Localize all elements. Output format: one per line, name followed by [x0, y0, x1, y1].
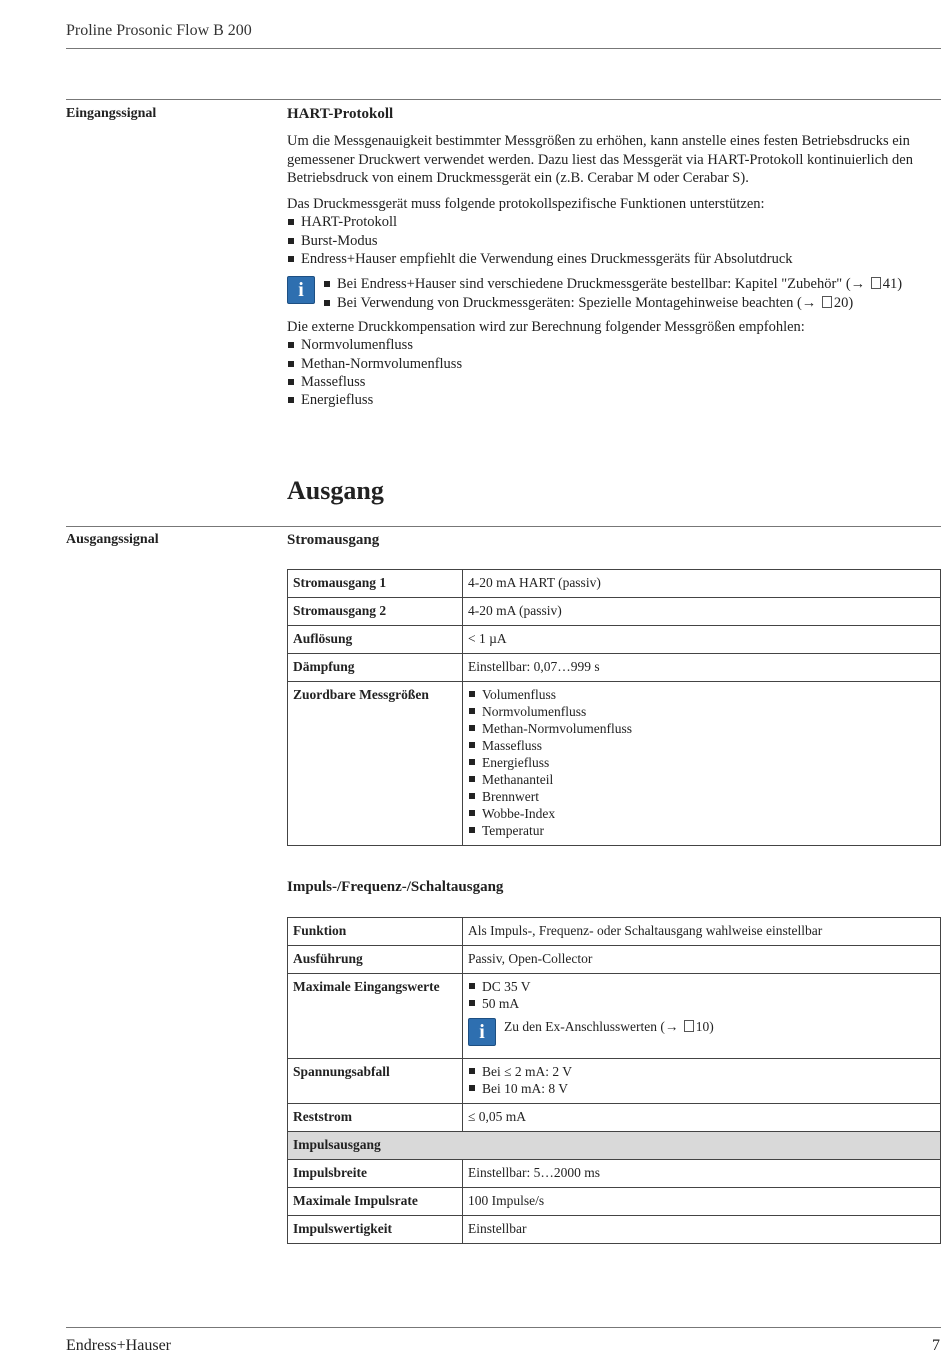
current-output-table — [287, 569, 941, 846]
table-row: Impulswertigkeit Einstellbar — [288, 1215, 941, 1243]
page-reference-icon — [822, 296, 832, 308]
list-item: Methan-Normvolumenfluss — [468, 720, 935, 737]
info-icon: i — [468, 1018, 496, 1046]
info-list — [323, 275, 902, 312]
list-item: Normvolumenfluss — [287, 336, 941, 354]
ex-info-note: i Zu den Ex-Anschlusswerten (→ 10) — [468, 1018, 935, 1046]
voltage-drop-list — [468, 1063, 935, 1097]
list-item: Massefluss — [287, 373, 941, 391]
list-item: 50 mA — [468, 995, 935, 1012]
table-row: Ausführung Passiv, Open-Collector — [288, 945, 941, 973]
table-row: Auflösung < 1 µA — [288, 626, 941, 654]
section-rule-output — [66, 526, 941, 527]
list-item: Methananteil — [468, 771, 935, 788]
running-header: Proline Prosonic Flow B 200 — [66, 22, 252, 39]
list-item: DC 35 V — [468, 978, 935, 995]
table-group-row: Impulsausgang — [288, 1131, 941, 1159]
table-row: Spannungsabfall Bei ≤ 2 mA: 2 V Bei 10 mA: 8 V — [288, 1058, 941, 1103]
list-item: Bei Verwendung von Druckmessgeräten: Spezielle Montagehinweise beachten (→ 20) — [323, 294, 902, 312]
list-item: Energiefluss — [468, 754, 935, 771]
list-item: Massefluss — [468, 737, 935, 754]
table-row: Reststrom ≤ 0,05 mA — [288, 1103, 941, 1131]
table-row: Dämpfung Einstellbar: 0,07…999 s — [288, 654, 941, 682]
list-item: Endress+Hauser empfiehlt die Verwendung eines Druckmessgeräts für Absolutdruck — [287, 250, 941, 268]
footer-rule — [66, 1327, 941, 1328]
info-note — [287, 276, 941, 312]
info-icon: i — [287, 276, 315, 304]
table-row: Stromausgang 1 4-20 mA HART (passiv) — [288, 570, 941, 598]
page-reference-icon — [684, 1020, 694, 1032]
side-label-output: Ausgangssignal — [66, 532, 159, 547]
footer-company: Endress+Hauser — [66, 1337, 171, 1354]
page-number: 7 — [932, 1337, 940, 1354]
section-title-output: Ausgang — [287, 476, 384, 505]
list-item: Temperatur — [468, 822, 935, 839]
list-item: Bei ≤ 2 mA: 2 V — [468, 1063, 935, 1080]
recommended-quantities-list — [287, 336, 941, 409]
hart-paragraph: Um die Messgenauigkeit bestimmter Messgrößen zu erhöhen, kann anstelle eines festen Betriebsdrucks ein gemessener Druckwert verwendet werden. Dazu liest das Messgerät via HART-Protokoll kontinuierlich den Betriebsdruck von einem Druckmessgerät ein (z.B. Cerabar M oder Cerabar S). — [287, 133, 913, 186]
list-item: Burst-Modus — [287, 232, 941, 250]
compensation-intro: Die externe Druckkompensation wird zur Berechnung folgender Messgrößen empfohlen: — [287, 318, 805, 335]
list-item: Volumenfluss — [468, 686, 935, 703]
current-output-heading: Stromausgang — [287, 532, 380, 548]
pulse-output-heading: Impuls-/Frequenz-/Schaltausgang — [287, 879, 504, 896]
input-content — [287, 105, 941, 409]
side-label-input: Eingangssignal — [66, 106, 157, 121]
pressure-intro: Das Druckmessgerät muss folgende protokollspezifische Funktionen unterstützen: — [287, 196, 765, 213]
table-row: Maximale Impulsrate 100 Impulse/s — [288, 1187, 941, 1215]
list-item: Bei 10 mA: 8 V — [468, 1080, 935, 1097]
list-item: Energiefluss — [287, 391, 941, 409]
list-item: HART-Protokoll — [287, 213, 941, 231]
assignable-quantities-list — [468, 686, 935, 839]
table-row: Stromausgang 2 4-20 mA (passiv) — [288, 598, 941, 626]
hart-heading: HART-Protokoll — [287, 106, 394, 122]
max-input-list — [468, 978, 935, 1012]
list-item: Wobbe-Index — [468, 805, 935, 822]
table-row: Funktion Als Impuls-, Frequenz- oder Schaltausgang wahlweise einstellbar — [288, 917, 941, 945]
table-row: Impulsbreite Einstellbar: 5…2000 ms — [288, 1159, 941, 1187]
list-item: Methan-Normvolumenfluss — [287, 355, 941, 373]
table-row: Maximale Eingangswerte DC 35 V 50 mA i Zu den Ex-Anschlusswerten (→ 10) — [288, 973, 941, 1058]
pulse-output-table — [287, 917, 941, 1244]
list-item: Brennwert — [468, 788, 935, 805]
header-rule — [66, 48, 941, 49]
list-item: Bei Endress+Hauser sind verschiedene Druckmessgeräte bestellbar: Kapitel "Zubehör" (→ 41) — [323, 275, 902, 293]
protocol-function-list — [287, 213, 941, 268]
list-item: Normvolumenfluss — [468, 703, 935, 720]
section-rule-input — [66, 99, 941, 100]
table-row: Zuordbare Messgrößen Volumenfluss Normvolumenfluss Methan-Normvolumenfluss Massefluss Energiefluss Methananteil Brennwert Wobbe-Index Temperatur — [288, 682, 941, 846]
page-reference-icon — [871, 277, 881, 289]
output-content — [287, 531, 941, 1244]
